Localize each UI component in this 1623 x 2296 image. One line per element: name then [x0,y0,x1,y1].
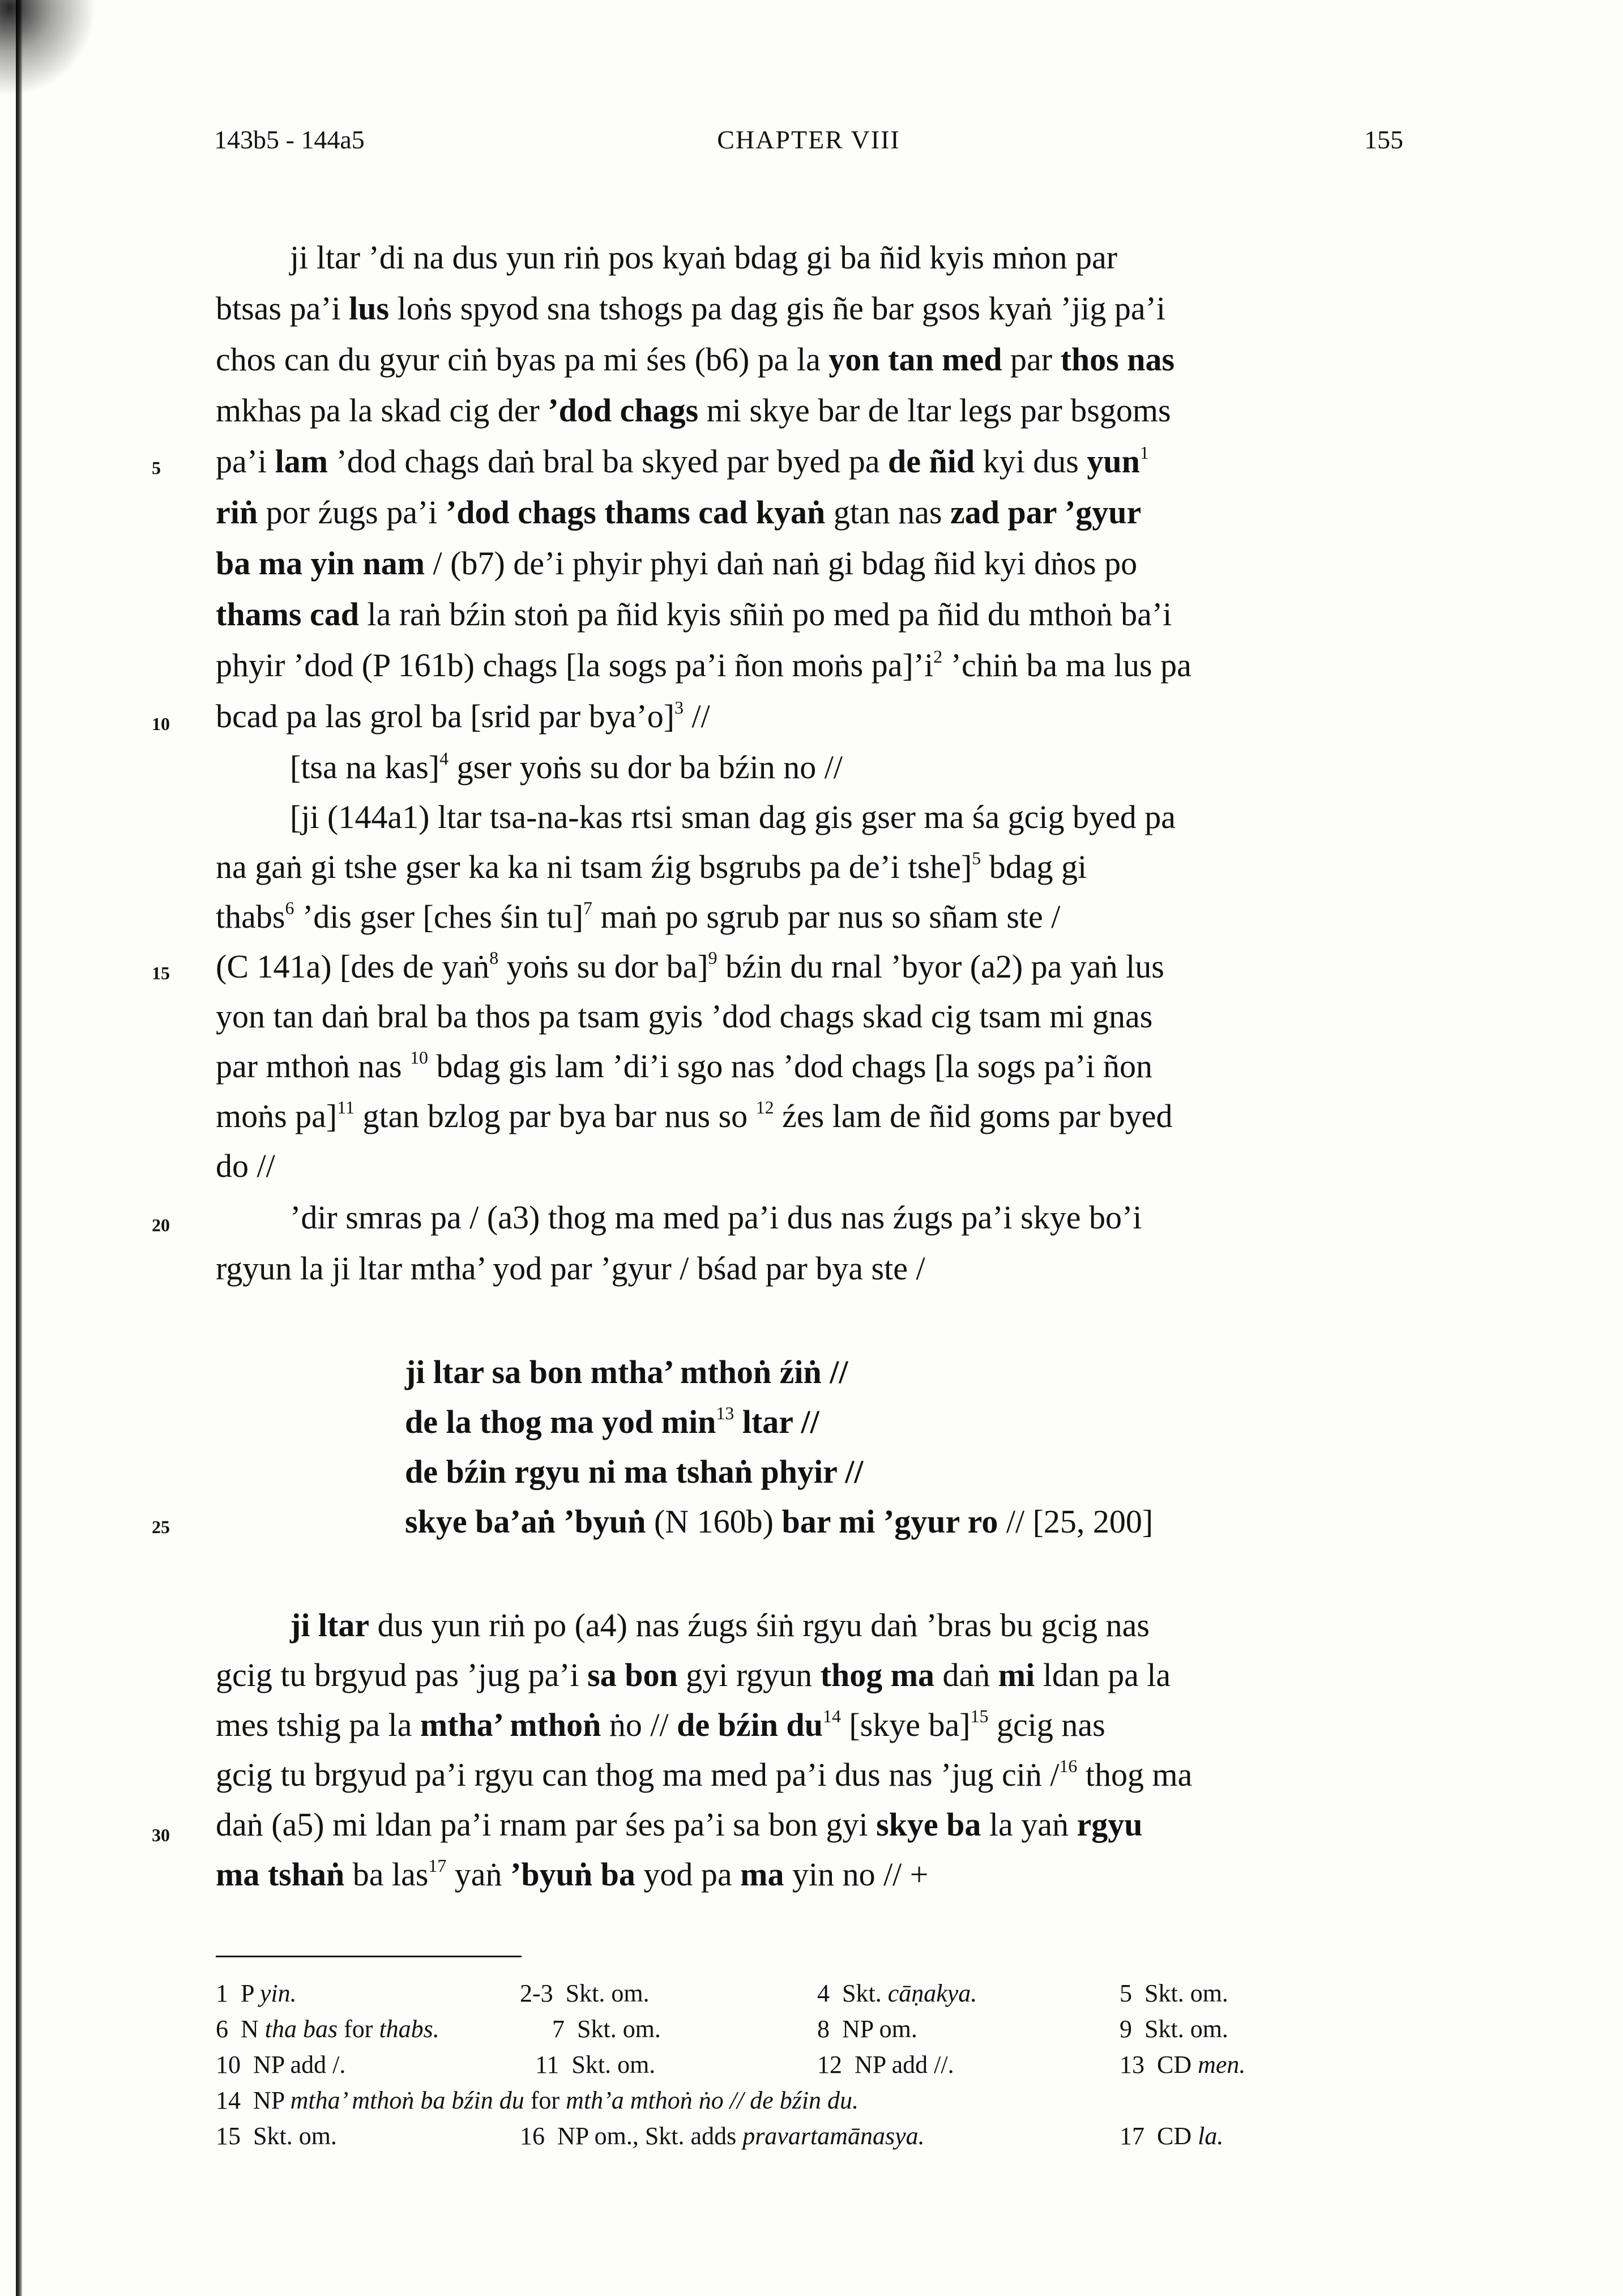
footnote-ref: 3 [674,698,684,718]
footnote-ref: 5 [972,848,981,869]
text-line: ji ltar dus yun riṅ po (a4) nas źugs śiṅ rgyu daṅ ’bras bu gcig nas [290,1607,1150,1644]
text-line: riṅ por źugs pa’i ’dod chags thams cad kyaṅ gtan nas zad par ’gyur [216,494,1142,531]
footnote-rule [216,1956,522,1957]
footnote: 1 P yin. [216,1979,297,2007]
text-line: daṅ (a5) mi ldan pa’i rnam par śes pa’i sa bon gyi skye ba la yaṅ rgyu [216,1806,1143,1843]
footnote: 9 Skt. om. [1120,2015,1228,2043]
footnote: 16 NP om., Skt. adds pravartamānasya. [520,2122,925,2150]
footnote-ref: 15 [970,1706,989,1727]
running-header [214,125,1403,164]
verse-line: de la thog ma yod $\min^{13}$ ltar // [405,1403,819,1440]
footnote-ref: 14 [823,1706,841,1727]
footnote-ref: 2 [933,647,943,667]
text-line: ma tshaṅ ba las$^{17}$ yaṅ ’byuṅ ba yod pa ma yin no // + [216,1856,929,1893]
verse-line: de bźin rgyu ni ma tshaṅ phyir // [405,1453,864,1490]
text-line: bcad pa las grol ba [srid par bya’o]$^3$ // [216,698,710,735]
footnote-ref: 7 [583,898,592,919]
footnote-ref: 11 [337,1098,355,1118]
scan-binding-edge [16,0,23,2296]
text-line: na gaṅ gi tshe gser ka ka ni tsam źig bsgrubs pa de’i tshe]$^5$ bdag gi [216,848,1087,885]
text-line: yon tan daṅ bral ba thos pa tsam gyis ’dod chags skad cig tsam mi gnas [216,998,1153,1035]
text-line: phyir ’dod (P 161b) chags [la sogs pa’i ñon moṅs $pa]’i^2$ ’chiṅ ba ma lus pa [216,647,1191,684]
footnote: 5 Skt. om. [1120,1979,1228,2007]
scan-corner-shadow [0,0,96,96]
text-line: do // [216,1147,275,1184]
footnote-ref: 16 [1059,1756,1078,1777]
footnote: 17 CD la. [1120,2122,1224,2150]
text-line: mkhas pa la skad cig der ’dod chags mi skye bar de ltar legs par bsgoms [216,392,1171,429]
line-number: 20 [152,1215,170,1235]
line-number: 25 [152,1517,170,1537]
text-line: gcig tu brgyud pa’i rgyu can thog ma med pa’i dus nas ’jug ciṅ /$^{16}$ thog ma [216,1756,1193,1793]
text-line: par mthoṅ nas $^{10}$ bdag gis lam ’di’i sgo nas ’dod chags [la sogs pa’i ñon [216,1048,1153,1085]
text-line: pa’i lam ’dod chags daṅ bral ba skyed par byed pa de ñid kyi dus yun$^1$ [216,443,1149,480]
line-number: 30 [152,1825,170,1845]
folio-range: 143b5 - 144a5 [214,125,365,154]
footnote-ref: 8 [489,948,499,968]
page-number: 155 [1364,125,1403,154]
footnote: 2-3 Skt. om. [520,1979,650,2007]
footnote: 14 NP mtha’ mthoṅ ba bźin du for mth’a mthoṅ ṅo // de bźin du. [216,2086,859,2114]
verse-line: skye ba’aṅ ’byuṅ (N 160b) bar mi ’gyur ro // [25, 200] [405,1503,1154,1540]
footnote-ref: 1 [1139,443,1149,463]
footnote: 8 NP om. [817,2015,917,2043]
text-line: chos can du gyur ciṅ byas pa mi śes (b6) pa la yon tan med par thos nas [216,341,1175,378]
footnote-ref: 17 [428,1856,447,1876]
footnote: 13 CD men. [1120,2051,1246,2079]
text-line: rgyun la ji ltar mtha’ yod par ’gyur / bśad par bya ste / [216,1250,925,1287]
footnote: 11 Skt. om. [535,2051,656,2079]
text-line: mes tshig pa la mtha’ mthoṅ ṅo // de bźin $du^{14}$ [skye ba]$^{15}$ gcig nas [216,1706,1105,1743]
footnote: 15 Skt. om. [216,2122,337,2150]
text-line: btsas pa’i lus loṅs spyod sna tshogs pa dag gis ñe bar gsos kyaṅ ’jig pa’i [216,290,1166,327]
footnote: 6 N tha bas for thabs. [216,2015,439,2043]
text-line: [tsa na kas]$^4$ gser yoṅs su dor ba bźin no // [290,749,843,786]
line-number: 15 [152,963,170,983]
footnote-ref: 4 [439,749,449,769]
footnote: 12 NP add //. [817,2051,954,2079]
verse-line: ji ltar sa bon mtha’ mthoṅ źiṅ // [405,1354,848,1390]
footnote-ref: 10 [410,1048,428,1068]
text-line: ba ma yin nam / (b7) de’i phyir phyi daṅ naṅ gi bdag ñid kyi dṅos po [216,545,1138,582]
text-line: ’dir smras pa / (a3) thog ma med pa’i dus nas źugs pa’i skye bo’i [290,1199,1142,1236]
text-line: gcig tu brgyud pas ’jug pa’i sa bon gyi rgyun thog ma daṅ mi ldan pa la [216,1657,1171,1693]
footnote-ref: 6 [285,898,294,919]
text-line: thams cad la raṅ bźin stoṅ pa ñid kyis sñiṅ po med pa ñid du mthoṅ ba’i [216,596,1172,633]
footnote-ref: 13 [716,1403,734,1424]
text-line: ji ltar ’di na dus yun riṅ pos kyaṅ bdag gi ba ñid kyis mṅon par [290,239,1118,276]
chapter-title: CHAPTER VIII [717,125,900,154]
text-line: thabs$^6$ ’dis gser [ches śin tu]$^7$ maṅ po sgrub par nus so sñam ste / [216,898,1061,935]
text-line: moṅs pa]$^{11}$ gtan bzlog par bya bar nus so $^{12}$ źes lam de ñid goms par byed [216,1098,1173,1134]
footnote: 7 Skt. om. [552,2015,661,2043]
line-number: 10 [152,714,170,734]
footnote: 4 Skt. cāṇakya. [817,1979,977,2007]
line-number: 5 [152,458,161,478]
text-line: [ji (144a1) ltar tsa-na-kas rtsi sman dag gis gser ma śa gcig byed pa [290,799,1176,835]
footnote-ref: 12 [755,1098,774,1118]
text-line: (C 141a) [des de yaṅ$^8$ yoṅs su dor ba]$^9$ bźin du rnal ’byor (a2) pa yaṅ lus [216,948,1164,985]
footnote-ref: 9 [708,948,717,968]
footnote: 10 NP add /. [216,2051,346,2079]
